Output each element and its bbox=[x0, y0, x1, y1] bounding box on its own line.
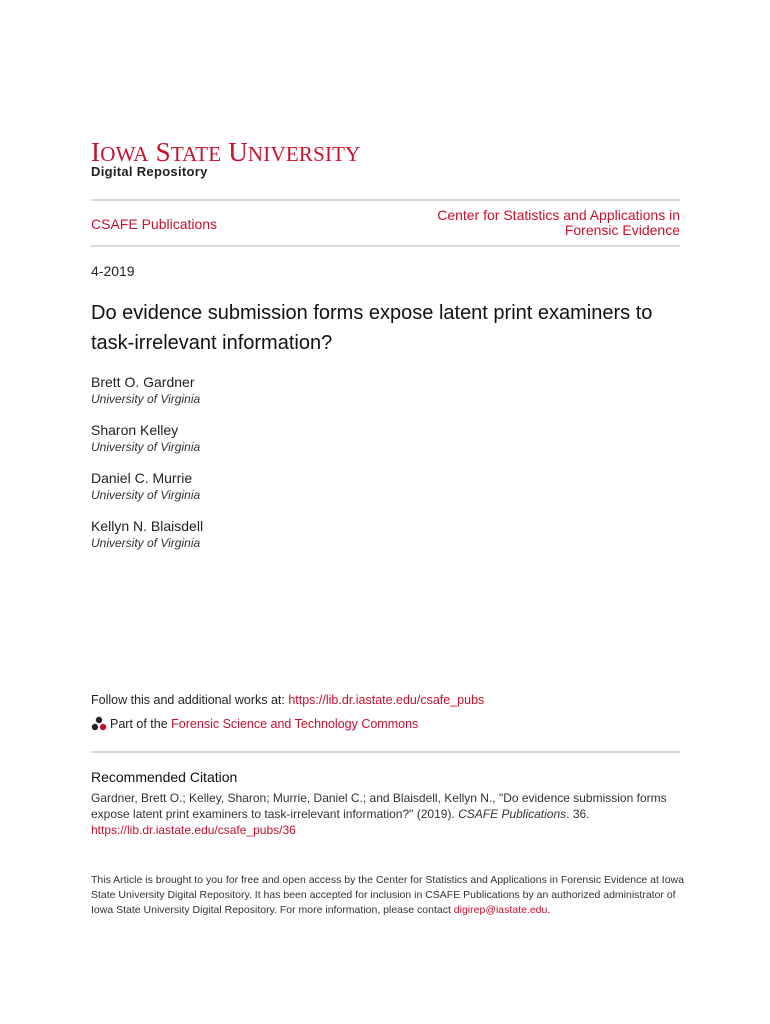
series-link[interactable]: CSAFE Publications bbox=[91, 216, 218, 232]
author-name: Daniel C. Murrie bbox=[91, 470, 193, 486]
author-name: Sharon Kelley bbox=[91, 422, 179, 438]
divider bbox=[91, 751, 680, 753]
center-link[interactable]: Center for Statistics and Applications in Forensic Evidence bbox=[437, 207, 680, 238]
publication-date: 4-2019 bbox=[91, 263, 135, 279]
commons-network-icon bbox=[91, 716, 107, 732]
divider bbox=[91, 199, 680, 201]
commons-link[interactable]: Forensic Science and Technology Commons bbox=[171, 717, 419, 731]
citation-journal: CSAFE Publications bbox=[458, 807, 567, 821]
article-title: Do evidence submission forms expose latent print examiners to task-irrelevant information? bbox=[91, 302, 653, 354]
follow-line bbox=[91, 693, 484, 707]
part-of-line bbox=[91, 716, 418, 732]
digital-repository-label: Digital Repository bbox=[91, 164, 208, 179]
access-notice-end: . bbox=[547, 904, 551, 916]
author-affiliation: University of Virginia bbox=[91, 488, 201, 502]
citation-link[interactable]: https://lib.dr.iastate.edu/csafe_pubs/36 bbox=[91, 823, 296, 837]
author-affiliation: University of Virginia bbox=[91, 440, 201, 454]
access-notice-text: This Article is brought to you for free and open access by the Center for Statistics and Applications in Forensic Evidence at Iowa State University Digital Repository. It has been accepted for inclusion in CSAFE Publications by an authorized administrator of Iowa State University Digital Repository. For more information, please contact bbox=[91, 874, 684, 916]
contact-email-link[interactable]: digirep@iastate.edu bbox=[453, 904, 548, 916]
access-notice bbox=[91, 873, 691, 918]
recommended-citation-heading: Recommended Citation bbox=[91, 769, 238, 785]
author-name: Kellyn N. Blaisdell bbox=[91, 518, 204, 534]
author-name: Brett O. Gardner bbox=[91, 374, 195, 390]
divider bbox=[91, 245, 680, 247]
author-affiliation: University of Virginia bbox=[91, 392, 201, 406]
citation-text bbox=[91, 790, 691, 838]
isu-logo: IOWA STATE UNIVERSITY bbox=[91, 137, 361, 167]
follow-prefix: Follow this and additional works at: bbox=[91, 693, 289, 707]
citation-number: . 36. bbox=[566, 807, 590, 821]
part-of-prefix: Part of the bbox=[110, 717, 168, 731]
author-affiliation: University of Virginia bbox=[91, 536, 201, 550]
citation-body: Gardner, Brett O.; Kelley, Sharon; Murrie, Daniel C.; and Blaisdell, Kellyn N., "Do evidence submission forms expose latent print examiners to task-irrelevant information?" (2019). bbox=[91, 791, 667, 821]
collection-link[interactable]: https://lib.dr.iastate.edu/csafe_pubs bbox=[288, 693, 485, 707]
